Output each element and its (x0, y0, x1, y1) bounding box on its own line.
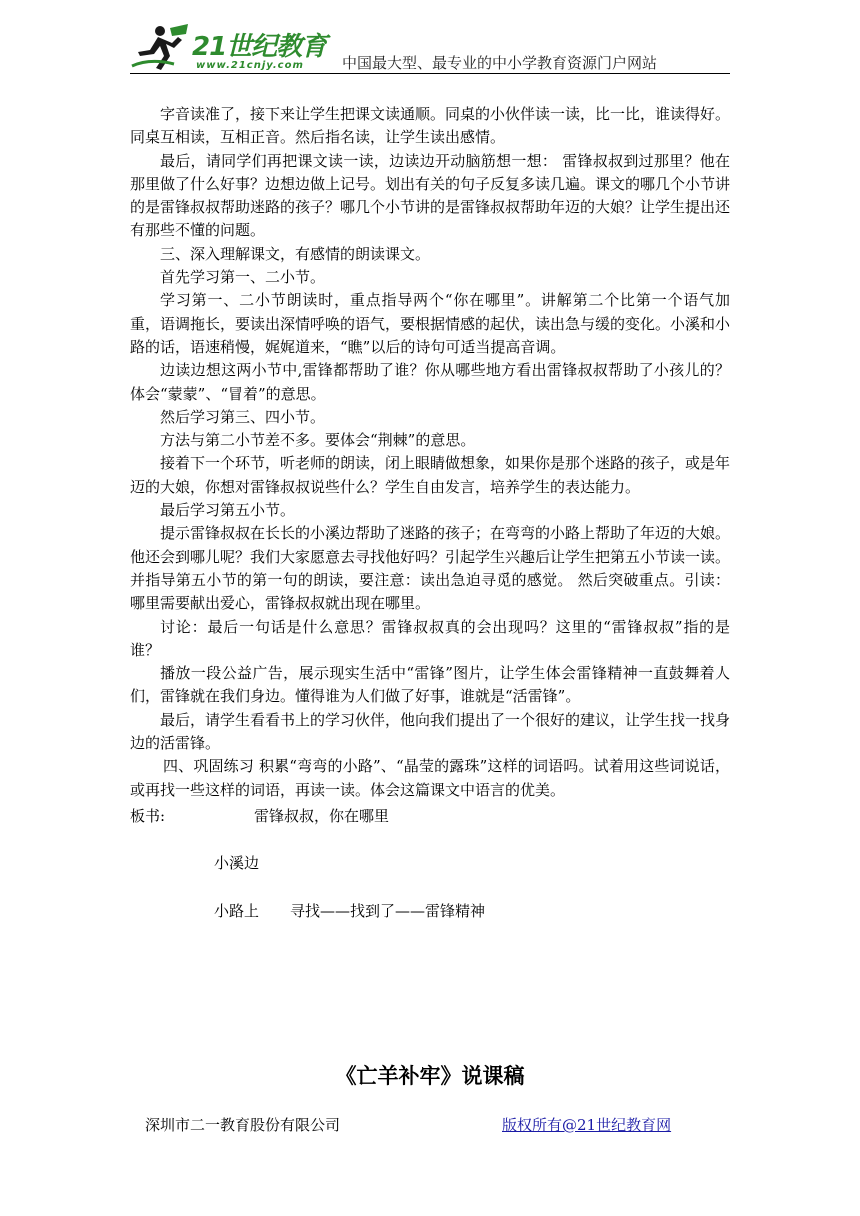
paragraph: 提示雷锋叔叔在长长的小溪边帮助了迷路的孩子；在弯弯的小路上帮助了年迈的大娘。他还会到哪儿呢？我们大家愿意去寻找他好吗？引起学生兴趣后让学生把第五小节读一读。并指导第五小节的第一句的朗读，要注意：读出急迫寻觅的感觉。 然后突破重点。引读：哪里需要献出爱心，雷锋叔叔就出现在哪里。 (130, 524, 731, 613)
header-divider (130, 73, 730, 74)
paragraph: 学习第一、二小节朗读时，重点指导两个“你在哪里”。讲解第二个比第一个语气加重，语调拖长，要读出深情呼唤的语气，要根据情感的起伏，读出急与缓的变化。小溪和小路的话，语速稍慢，娓娓道来，“瞧”以后的诗句可适当提高音调。 (130, 291, 731, 356)
logo-text: 21世纪教育 (192, 32, 327, 62)
lesson-body (130, 103, 730, 802)
board-line-search: 寻找——找到了——雷锋精神 (290, 902, 486, 920)
paragraph: 最后，请学生看看书上的学习伙伴，他向我们提出了一个很好的建议，让学生找一找身边的活雷锋。 (130, 710, 731, 753)
footer-company: 深圳市二一教育股份有限公司 (145, 1116, 341, 1134)
board-line-path: 小路上 (214, 902, 260, 920)
page-header (130, 22, 730, 76)
board-title: 雷锋叔叔，你在哪里 (254, 807, 390, 825)
paragraph: 方法与第二小节差不多。要体会“荆棘”的意思。 (160, 431, 476, 450)
runner-logo-icon (130, 22, 194, 74)
paragraph: 接着下一个环节，听老师的朗读，闭上眼睛做想象，如果你是那个迷路的孩子，或是年迈的大娘，你想对雷锋叔叔说些什么？学生自由发言，培养学生的表达能力。 (130, 454, 731, 496)
section-heading: 三、深入理解课文，有感情的朗读课文。 (160, 244, 431, 263)
paragraph: 边读边想这两小节中,雷锋都帮助了谁？你从哪些地方看出雷锋叔叔帮助了小孩儿的？体会“蒙蒙”、“冒着”的意思。 (130, 361, 730, 403)
paragraph: 然后学习第三、四小节。 (160, 407, 326, 426)
paragraph: 字音读准了，接下来让学生把课文读通顺。同桌的小伙伴读一读，比一比，谁读得好。同桌互相读，互相正音。然后指名读，让学生读出感情。 (130, 105, 731, 147)
paragraph: 播放一段公益广告，展示现实生活中“雷锋”图片，让学生体会雷锋精神一直鼓舞着人们，雷锋就在我们身边。懂得谁为人们做了好事，谁就是“活雷锋”。 (130, 664, 730, 706)
board-line-stream: 小溪边 (214, 854, 260, 872)
footer-copyright-link[interactable]: 版权所有@21世纪教育网 (502, 1116, 672, 1134)
next-document-title: 《亡羊补牢》说课稿 (335, 1063, 525, 1088)
site-logo[interactable] (130, 22, 330, 74)
paragraph: 最后学习第五小节。 (160, 501, 296, 520)
paragraph: 讨论：最后一句话是什么意思？雷锋叔叔真的会出现吗？这里的“雷锋叔叔”指的是谁？ (130, 617, 730, 659)
paragraph: 最后，请同学们再把课文读一读，边读边开动脑筋想一想： 雷锋叔叔到过那里？他在那里做了什么好事？边想边做上记号。划出有关的句子反复多读几遍。课文的哪几个小节讲的是雷锋叔叔帮助迷路的孩子？哪几个小节讲的是雷锋叔叔帮助年迈的大娘？让学生提出还有那些不懂的问题。 (130, 151, 731, 240)
site-tagline: 中国最大型、最专业的中小学教育资源门户网站 (342, 54, 658, 72)
logo-url: www.21cnjy.com (196, 60, 304, 71)
section-heading: 四、巩固练习 积累“弯弯的小路”、“晶莹的露珠”这样的词语吗。试着用这些词说话，或再找一些这样的词语，再读一读。体会这篇课文中语言的优美。 (130, 757, 730, 799)
paragraph: 首先学习第一、二小节。 (160, 268, 326, 287)
board-label: 板书: (130, 807, 166, 825)
